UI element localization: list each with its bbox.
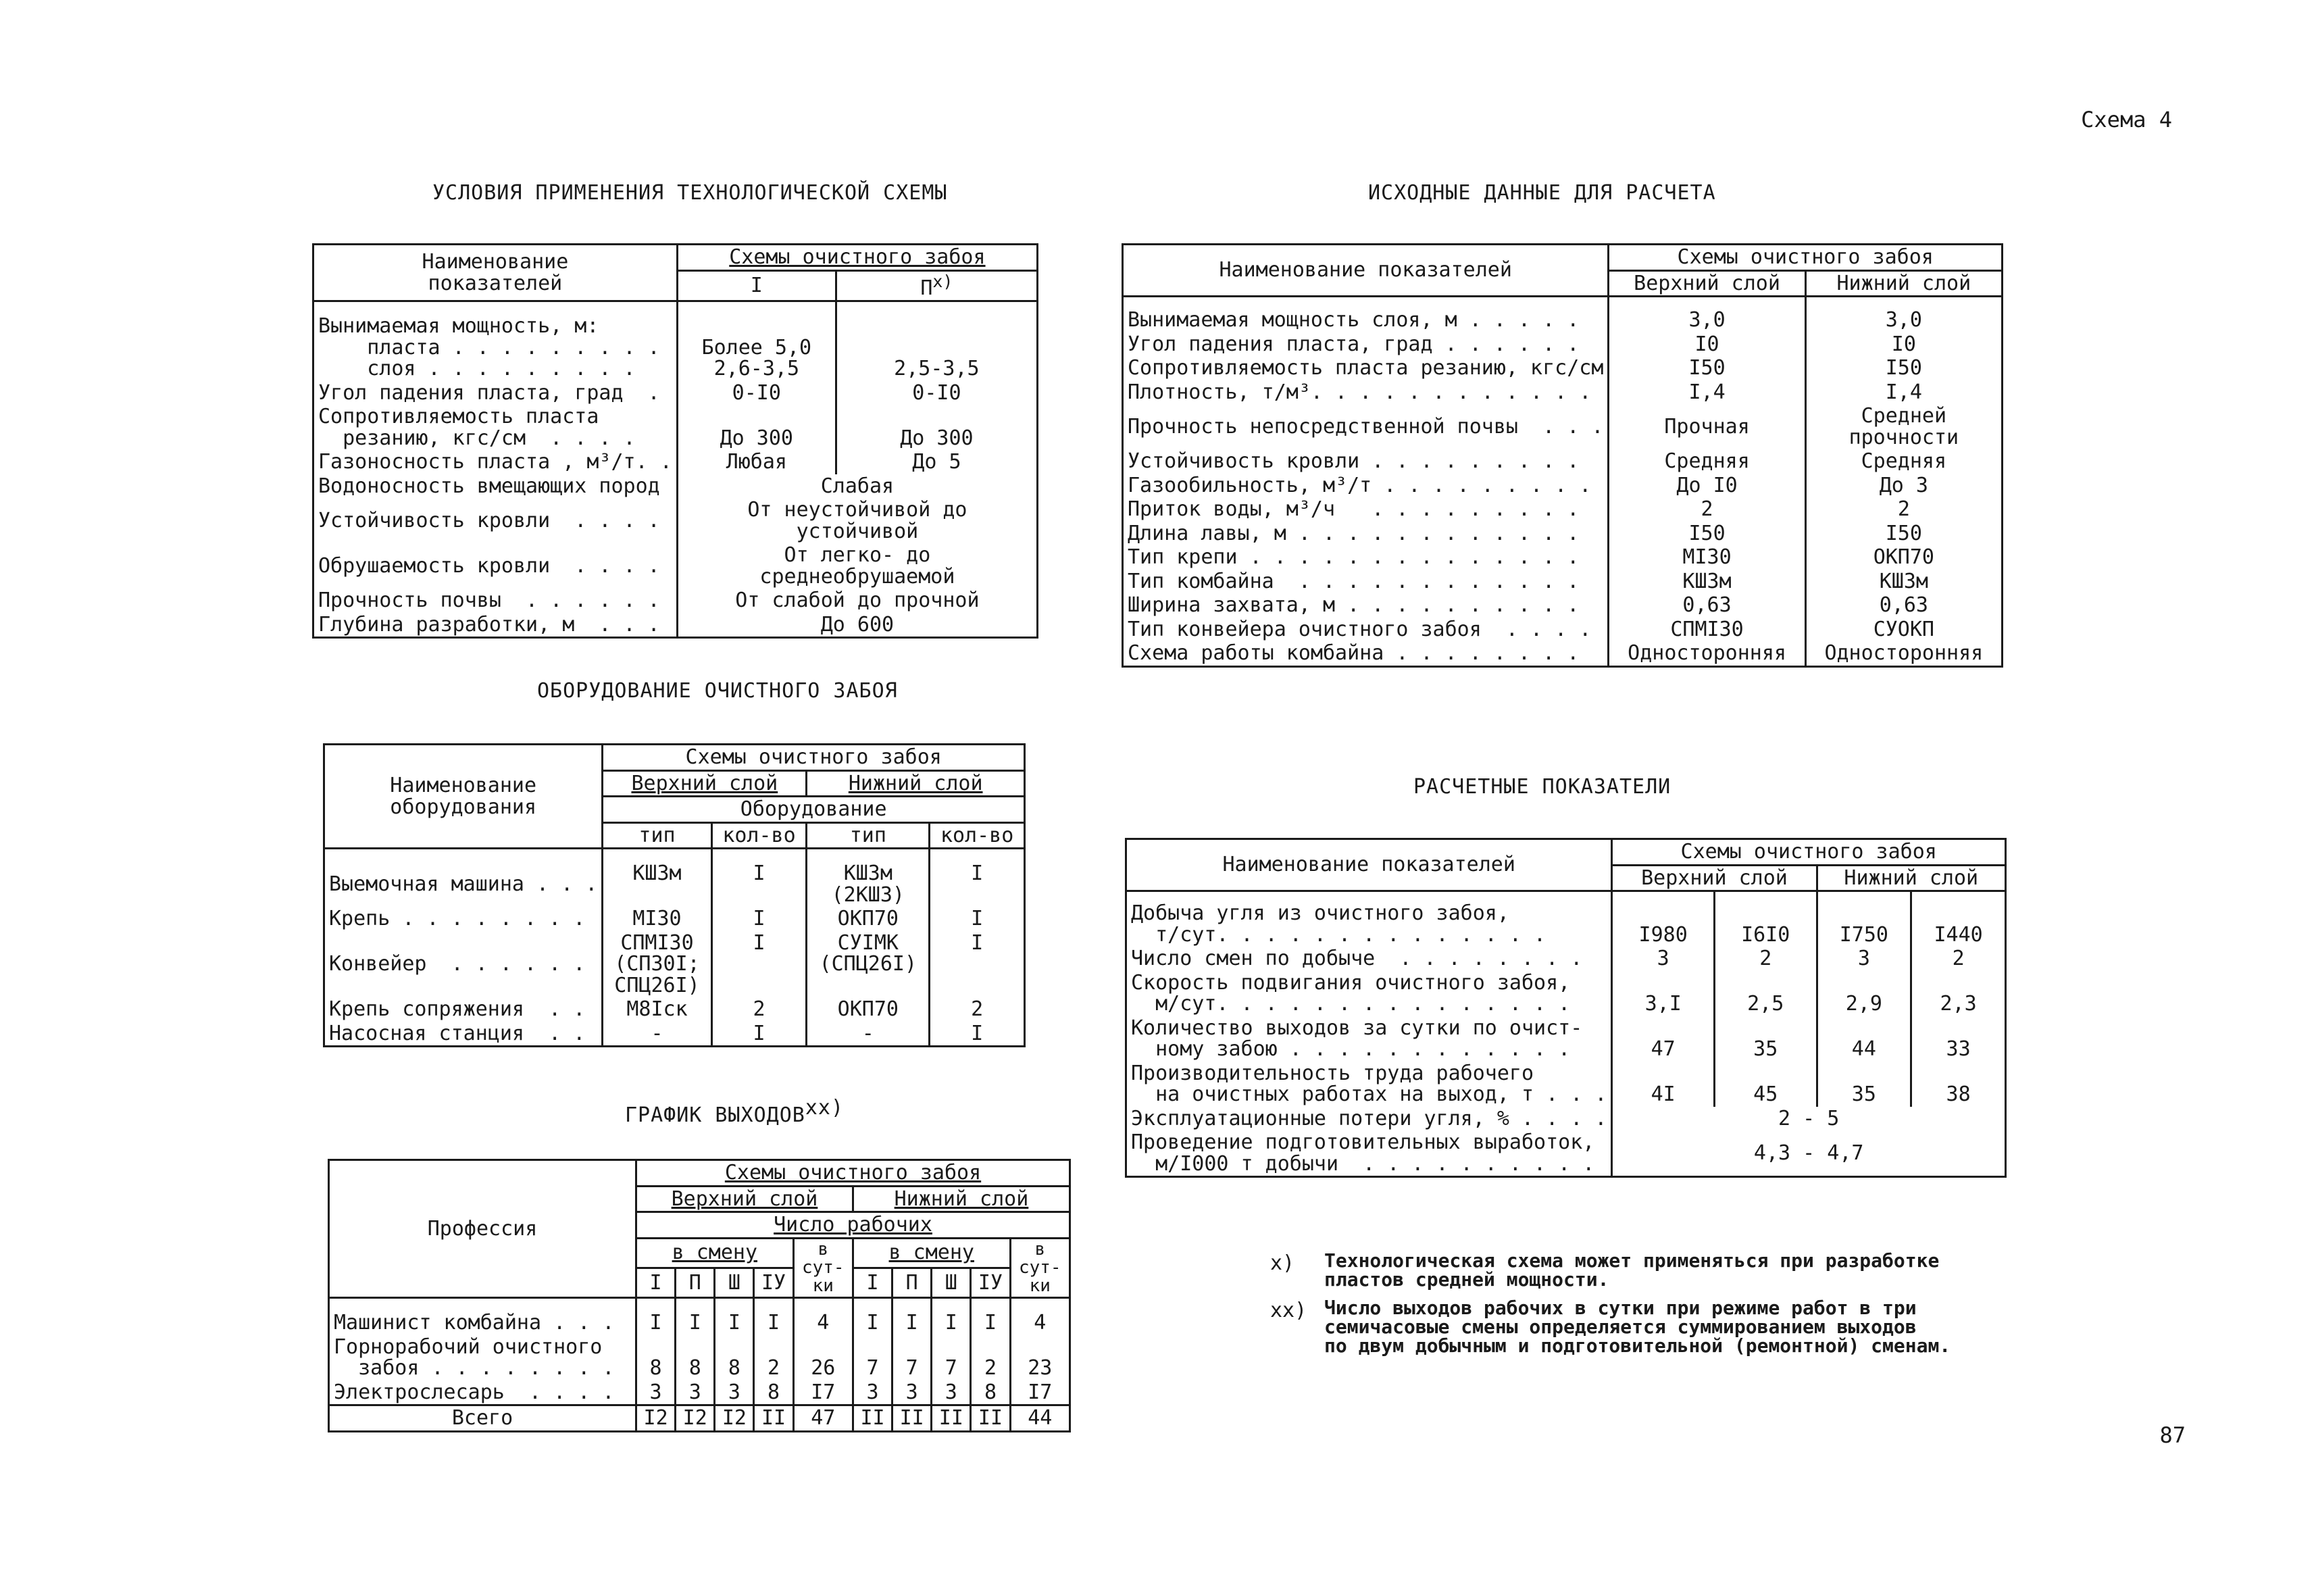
page-number: 87 bbox=[2159, 1422, 2186, 1448]
footnote-mark: xx) bbox=[1270, 1299, 1307, 1322]
calc-value: 33 bbox=[1911, 1016, 2006, 1062]
calc-label: Добыча угля из очистного забоя, т/сут. . . . . . . . . . . . . . bbox=[1126, 891, 1612, 947]
calc-value: 2,9 bbox=[1817, 971, 1911, 1016]
equipment-type: КШ3м bbox=[603, 849, 711, 907]
input-lower: 3,0 bbox=[1805, 297, 2002, 332]
input-lower: КШ3м bbox=[1805, 570, 2002, 594]
equipment-qty: I bbox=[930, 849, 1025, 907]
schedule-header-shift: в смену bbox=[853, 1238, 1010, 1268]
schedule-value: I bbox=[853, 1298, 892, 1335]
calc-value: I980 bbox=[1612, 891, 1715, 947]
schedule-value: I7 bbox=[793, 1380, 853, 1405]
schedule-title: ГРАФИК ВЫХОДОВ$^{xx)}$ bbox=[625, 1096, 845, 1127]
calc-title: РАСЧЕТНЫЕ ПОКАЗАТЕЛИ bbox=[1413, 775, 1671, 799]
schedule-value: I2 bbox=[676, 1405, 715, 1432]
input-upper: МI30 bbox=[1609, 545, 1805, 570]
input-row bbox=[1123, 618, 2003, 642]
input-row bbox=[1123, 474, 2003, 498]
equipment-row bbox=[324, 997, 1025, 1022]
equipment-header-qty: кол-во bbox=[930, 822, 1025, 849]
equipment-type: М8Iск bbox=[603, 997, 711, 1022]
calc-value: 3 bbox=[1612, 947, 1715, 971]
conditions-label: Глубина разработки, м . . . bbox=[313, 613, 678, 638]
conditions-header-schemes: Схемы очистного забоя bbox=[677, 245, 1037, 271]
schedule-value: I bbox=[636, 1298, 676, 1335]
calc-value: 3,I bbox=[1612, 971, 1715, 1016]
conditions-table bbox=[312, 243, 1038, 639]
schedule-shift-label: IУ bbox=[754, 1268, 793, 1297]
schedule-value: I2 bbox=[636, 1405, 676, 1432]
conditions-row bbox=[313, 474, 1038, 499]
equipment-name: Крепь сопряжения . . bbox=[324, 997, 603, 1022]
schema-number: Схема 4 bbox=[2081, 107, 2172, 132]
schedule-value: 8 bbox=[636, 1335, 676, 1380]
conditions-value: До 600 bbox=[677, 613, 1037, 638]
input-upper: I0 bbox=[1609, 332, 1805, 357]
calc-value: I750 bbox=[1817, 891, 1911, 947]
equipment-header-type: тип bbox=[603, 822, 711, 849]
calc-value: 2,5 bbox=[1714, 971, 1817, 1016]
equipment-name: Крепь . . . . . . . . bbox=[324, 907, 603, 931]
input-table bbox=[1122, 243, 2003, 668]
conditions-value: 2,5-3,5 bbox=[836, 301, 1037, 381]
input-upper: Односторонняя bbox=[1609, 641, 1805, 666]
input-upper: I50 bbox=[1609, 356, 1805, 380]
conditions-label: Прочность почвы . . . . . . bbox=[313, 589, 678, 613]
input-upper: 2 bbox=[1609, 497, 1805, 522]
input-upper: Прочная bbox=[1609, 404, 1805, 449]
schedule-table bbox=[328, 1159, 1071, 1432]
schedule-value: 4 bbox=[793, 1298, 853, 1335]
input-lower: I,4 bbox=[1805, 380, 2002, 405]
schedule-row bbox=[329, 1380, 1070, 1405]
equipment-qty: I bbox=[930, 931, 1025, 998]
input-title: ИСХОДНЫЕ ДАННЫЕ ДЛЯ РАСЧЕТА bbox=[1368, 181, 1716, 205]
calc-value: 38 bbox=[1911, 1062, 2006, 1107]
footnote bbox=[1270, 1299, 2013, 1355]
conditions-value: До 300 bbox=[836, 405, 1037, 450]
calc-header-lower: Нижний слой bbox=[1817, 865, 2006, 891]
equipment-row bbox=[324, 849, 1025, 907]
schedule-value: 44 bbox=[1010, 1405, 1070, 1432]
input-header-lower: Нижний слой bbox=[1805, 270, 2002, 297]
calc-value: I6I0 bbox=[1714, 891, 1817, 947]
schedule-value: 2 bbox=[971, 1335, 1010, 1380]
input-lower: СУОКП bbox=[1805, 618, 2002, 642]
schedule-header-day: в сут- ки bbox=[793, 1238, 853, 1298]
schedule-value: II bbox=[853, 1405, 892, 1432]
equipment-name: Конвейер . . . . . . bbox=[324, 931, 603, 998]
conditions-label: Газоносность пласта , м³/т. . bbox=[313, 450, 678, 474]
conditions-value: 0-I0 bbox=[836, 381, 1037, 405]
schedule-value: I bbox=[971, 1298, 1010, 1335]
conditions-value: От легко- до среднеобрушаемой bbox=[677, 543, 1037, 589]
footnotes bbox=[1270, 1251, 2013, 1365]
schedule-value: 8 bbox=[676, 1335, 715, 1380]
calc-value: 2 - 5 bbox=[1612, 1107, 2006, 1131]
calc-row bbox=[1126, 1107, 2006, 1131]
input-label: Тип крепи . . . . . . . . . . . . . . bbox=[1123, 545, 1609, 570]
schedule-value: II bbox=[932, 1405, 971, 1432]
input-row bbox=[1123, 332, 2003, 357]
calc-value: 35 bbox=[1817, 1062, 1911, 1107]
calc-header-schemes: Схемы очистного забоя bbox=[1612, 839, 2006, 866]
schedule-value: II bbox=[971, 1405, 1010, 1432]
input-row bbox=[1123, 593, 2003, 618]
input-header-upper: Верхний слой bbox=[1609, 270, 1805, 297]
schedule-value: 26 bbox=[793, 1335, 853, 1380]
schedule-value: 3 bbox=[676, 1380, 715, 1405]
schedule-value: II bbox=[754, 1405, 793, 1432]
schedule-shift-label: П bbox=[892, 1268, 932, 1297]
calc-value: 4I bbox=[1612, 1062, 1715, 1107]
calc-row bbox=[1126, 1130, 2006, 1177]
input-lower: I50 bbox=[1805, 522, 2002, 546]
calc-value: I440 bbox=[1911, 891, 2006, 947]
conditions-header-s2: $П^{x)}$ bbox=[836, 270, 1037, 301]
conditions-value: 0-I0 bbox=[677, 381, 836, 405]
input-lower: 0,63 bbox=[1805, 593, 2002, 618]
input-label: Устойчивость кровли . . . . . . . . . bbox=[1123, 449, 1609, 474]
input-lower: Средней прочности bbox=[1805, 404, 2002, 449]
conditions-value: Более 5,0 2,6-3,5 bbox=[677, 301, 836, 381]
calc-header-upper: Верхний слой bbox=[1612, 865, 1817, 891]
input-lower: 2 bbox=[1805, 497, 2002, 522]
calc-value: 3 bbox=[1817, 947, 1911, 971]
input-lower: Средняя bbox=[1805, 449, 2002, 474]
calc-value: 45 bbox=[1714, 1062, 1817, 1107]
equipment-type: - bbox=[807, 1022, 930, 1047]
schedule-value: 3 bbox=[932, 1380, 971, 1405]
equipment-qty: 2 bbox=[930, 997, 1025, 1022]
input-row bbox=[1123, 449, 2003, 474]
schedule-header-workers: Число рабочих bbox=[636, 1212, 1070, 1239]
equipment-header-upper: Верхний слой bbox=[603, 770, 807, 797]
input-header-schemes: Схемы очистного забоя bbox=[1609, 245, 2003, 271]
schedule-shift-label: I bbox=[853, 1268, 892, 1297]
conditions-row bbox=[313, 498, 1038, 543]
equipment-header-type: тип bbox=[807, 822, 930, 849]
equipment-type: СПМI30 (СП30I; СПЦ26I) bbox=[603, 931, 711, 998]
input-label: Длина лавы, м . . . . . . . . . . . . bbox=[1123, 522, 1609, 546]
calc-value: 2 bbox=[1714, 947, 1817, 971]
equipment-table bbox=[323, 743, 1026, 1047]
conditions-row bbox=[313, 613, 1038, 638]
calc-value: 35 bbox=[1714, 1016, 1817, 1062]
conditions-label: Обрушаемость кровли . . . . bbox=[313, 543, 678, 589]
calc-value: 2,3 bbox=[1911, 971, 2006, 1016]
input-row bbox=[1123, 641, 2003, 666]
schedule-value: 2 bbox=[754, 1335, 793, 1380]
calc-label: Скорость подвигания очистного забоя, м/сут. . . . . . . . . . . . . . . bbox=[1126, 971, 1612, 1016]
input-lower: I50 bbox=[1805, 356, 2002, 380]
input-label: Ширина захвата, м . . . . . . . . . . bbox=[1123, 593, 1609, 618]
schedule-value: 3 bbox=[892, 1380, 932, 1405]
input-upper: I50 bbox=[1609, 522, 1805, 546]
schedule-prof: Электрослесарь . . . . bbox=[329, 1380, 636, 1405]
conditions-value: До 300 bbox=[677, 405, 836, 450]
conditions-label: Вынимаемая мощность, м: пласта . . . . . . . . . слоя . . . . . . . . . bbox=[313, 301, 678, 381]
equipment-row bbox=[324, 907, 1025, 931]
equipment-qty: 2 bbox=[711, 997, 807, 1022]
equipment-type: - bbox=[603, 1022, 711, 1047]
input-upper: КШ3м bbox=[1609, 570, 1805, 594]
equipment-header-qty: кол-во bbox=[711, 822, 807, 849]
conditions-label: Угол падения пласта, град . bbox=[313, 381, 678, 405]
footnote-text: Число выходов рабочих в сутки при режиме работ в три семичасовые смены определяется суммированием выходов по двум добычным и подготовительной (ремонтной) сменам. bbox=[1324, 1297, 1951, 1357]
calc-value: 4,3 - 4,7 bbox=[1612, 1130, 2006, 1177]
conditions-label: Водоносность вмещающих пород bbox=[313, 474, 678, 499]
equipment-row bbox=[324, 931, 1025, 998]
schedule-value: 7 bbox=[932, 1335, 971, 1380]
calc-label: Проведение подготовительных выработок, м/I000 т добычи . . . . . . . . . . bbox=[1126, 1130, 1612, 1177]
conditions-value: До 5 bbox=[836, 450, 1037, 474]
schedule-prof: Машинист комбайна . . . bbox=[329, 1298, 636, 1335]
schedule-prof: Всего bbox=[329, 1405, 636, 1432]
input-label: Приток воды, м³/ч . . . . . . . . . bbox=[1123, 497, 1609, 522]
conditions-row bbox=[313, 450, 1038, 474]
equipment-qty: I bbox=[711, 931, 807, 998]
calc-header-name: Наименование показателей bbox=[1126, 839, 1612, 891]
equipment-header-lower: Нижний слой bbox=[807, 770, 1025, 797]
calc-value: 2 bbox=[1911, 947, 2006, 971]
input-upper: Средняя bbox=[1609, 449, 1805, 474]
footnote-mark: x) bbox=[1270, 1251, 1295, 1275]
calc-row bbox=[1126, 1062, 2006, 1107]
schedule-value: I bbox=[676, 1298, 715, 1335]
input-row bbox=[1123, 297, 2003, 332]
equipment-qty: I bbox=[930, 1022, 1025, 1047]
equipment-qty: I bbox=[711, 907, 807, 931]
equipment-qty: I bbox=[711, 849, 807, 907]
input-header-name: Наименование показателей bbox=[1123, 245, 1609, 297]
conditions-label: Сопротивляемость пласта резанию, кгс/см . . . . bbox=[313, 405, 678, 450]
input-label: Угол падения пласта, град . . . . . . bbox=[1123, 332, 1609, 357]
calc-value: 47 bbox=[1612, 1016, 1715, 1062]
calc-label: Число смен по добыче . . . . . . . . bbox=[1126, 947, 1612, 971]
equipment-type: КШ3м (2КШ3) bbox=[807, 849, 930, 907]
schedule-value: 8 bbox=[971, 1380, 1010, 1405]
conditions-header-name: Наименование показателей bbox=[313, 245, 678, 301]
schedule-value: I bbox=[715, 1298, 754, 1335]
conditions-row bbox=[313, 301, 1038, 381]
equipment-type: ОКП70 bbox=[807, 907, 930, 931]
input-lower: ОКП70 bbox=[1805, 545, 2002, 570]
conditions-value: Любая bbox=[677, 450, 836, 474]
schedule-shift-label: Ш bbox=[715, 1268, 754, 1297]
input-upper: 0,63 bbox=[1609, 593, 1805, 618]
schedule-header-upper: Верхний слой bbox=[636, 1186, 853, 1212]
schedule-prof: Горнорабочий очистного забоя . . . . . . . . bbox=[329, 1335, 636, 1380]
input-row bbox=[1123, 522, 2003, 546]
calc-row bbox=[1126, 1016, 2006, 1062]
schedule-header-lower: Нижний слой bbox=[853, 1186, 1070, 1212]
conditions-row bbox=[313, 589, 1038, 613]
schedule-value: 3 bbox=[853, 1380, 892, 1405]
calc-row bbox=[1126, 971, 2006, 1016]
schedule-value: 3 bbox=[715, 1380, 754, 1405]
schedule-header-shift: в смену bbox=[636, 1238, 794, 1268]
schedule-header-day: в сут- ки bbox=[1010, 1238, 1070, 1298]
equipment-type: МI30 bbox=[603, 907, 711, 931]
equipment-header-equip: Оборудование bbox=[603, 797, 1025, 823]
calc-row bbox=[1126, 947, 2006, 971]
calc-label: Количество выходов за сутки по очист- ному забою . . . . . . . . . . . . bbox=[1126, 1016, 1612, 1062]
input-label: Плотность, т/м³. . . . . . . . . . . . bbox=[1123, 380, 1609, 405]
input-row bbox=[1123, 380, 2003, 405]
schedule-value: 47 bbox=[793, 1405, 853, 1432]
schedule-value: 8 bbox=[715, 1335, 754, 1380]
input-lower: I0 bbox=[1805, 332, 2002, 357]
schedule-shift-label: IУ bbox=[971, 1268, 1010, 1297]
schedule-shift-label: I bbox=[636, 1268, 676, 1297]
input-label: Сопротивляемость пласта резанию, кгс/см bbox=[1123, 356, 1609, 380]
conditions-value: Слабая bbox=[677, 474, 1037, 499]
schedule-value: II bbox=[892, 1405, 932, 1432]
equipment-type: ОКП70 bbox=[807, 997, 930, 1022]
input-label: Тип конвейера очистного забоя . . . . bbox=[1123, 618, 1609, 642]
schedule-shift-label: Ш bbox=[932, 1268, 971, 1297]
input-row bbox=[1123, 497, 2003, 522]
calc-value: 44 bbox=[1817, 1016, 1911, 1062]
input-label: Вынимаемая мощность слоя, м . . . . . bbox=[1123, 297, 1609, 332]
input-row bbox=[1123, 356, 2003, 380]
equipment-row bbox=[324, 1022, 1025, 1047]
conditions-title: УСЛОВИЯ ПРИМЕНЕНИЯ ТЕХНОЛОГИЧЕСКОЙ СХЕМЫ bbox=[432, 181, 948, 205]
conditions-row bbox=[313, 405, 1038, 450]
schedule-value: 4 bbox=[1010, 1298, 1070, 1335]
conditions-header-s1: I bbox=[677, 270, 836, 301]
input-lower: Односторонняя bbox=[1805, 641, 2002, 666]
input-upper: СПМI30 bbox=[1609, 618, 1805, 642]
schedule-row bbox=[329, 1298, 1070, 1335]
schedule-header-schemes: Схемы очистного забоя bbox=[636, 1160, 1070, 1187]
footnote bbox=[1270, 1251, 2013, 1289]
equipment-qty: I bbox=[930, 907, 1025, 931]
calc-row bbox=[1126, 891, 2006, 947]
footnote-text: Технологическая схема может применяться при разработке пластов средней мощности. bbox=[1324, 1249, 1940, 1291]
input-label: Газообильность, м³/т . . . . . . . . . bbox=[1123, 474, 1609, 498]
calc-label: Эксплуатационные потери угля, % . . . . bbox=[1126, 1107, 1612, 1131]
input-upper: I,4 bbox=[1609, 380, 1805, 405]
equipment-qty: I bbox=[711, 1022, 807, 1047]
input-lower: До 3 bbox=[1805, 474, 2002, 498]
schedule-value: 7 bbox=[892, 1335, 932, 1380]
equipment-header-name: Наименование оборудования bbox=[324, 745, 603, 849]
conditions-row bbox=[313, 381, 1038, 405]
schedule-header-prof: Профессия bbox=[329, 1160, 636, 1298]
conditions-value: От неустойчивой до устойчивой bbox=[677, 498, 1037, 543]
schedule-row bbox=[329, 1335, 1070, 1380]
calc-label: Производительность труда рабочего на очистных работах на выход, т . . . bbox=[1126, 1062, 1612, 1107]
equipment-title: ОБОРУДОВАНИЕ ОЧИСТНОГО ЗАБОЯ bbox=[537, 679, 898, 703]
input-row bbox=[1123, 570, 2003, 594]
schedule-value: 3 bbox=[636, 1380, 676, 1405]
input-label: Прочность непосредственной почвы . . . bbox=[1123, 404, 1609, 449]
conditions-label: Устойчивость кровли . . . . bbox=[313, 498, 678, 543]
calc-table bbox=[1125, 838, 2007, 1178]
input-row bbox=[1123, 545, 2003, 570]
schedule-value: I bbox=[932, 1298, 971, 1335]
input-label: Тип комбайна . . . . . . . . . . . . bbox=[1123, 570, 1609, 594]
schedule-value: I7 bbox=[1010, 1380, 1070, 1405]
schedule-value: 23 bbox=[1010, 1335, 1070, 1380]
schedule-row bbox=[329, 1405, 1070, 1432]
equipment-name: Выемочная машина . . . bbox=[324, 849, 603, 907]
schedule-value: I2 bbox=[715, 1405, 754, 1432]
input-label: Схема работы комбайна . . . . . . . . bbox=[1123, 641, 1609, 666]
equipment-name: Насосная станция . . bbox=[324, 1022, 603, 1047]
schedule-value: I bbox=[892, 1298, 932, 1335]
schedule-value: 7 bbox=[853, 1335, 892, 1380]
input-upper: 3,0 bbox=[1609, 297, 1805, 332]
input-upper: До I0 bbox=[1609, 474, 1805, 498]
conditions-row bbox=[313, 543, 1038, 589]
equipment-header-schemes: Схемы очистного забоя bbox=[603, 745, 1025, 771]
schedule-value: I bbox=[754, 1298, 793, 1335]
schedule-shift-label: П bbox=[676, 1268, 715, 1297]
input-row bbox=[1123, 404, 2003, 449]
conditions-value: От слабой до прочной bbox=[677, 589, 1037, 613]
schedule-value: 8 bbox=[754, 1380, 793, 1405]
equipment-type: СУIМК (СПЦ26I) bbox=[807, 931, 930, 998]
